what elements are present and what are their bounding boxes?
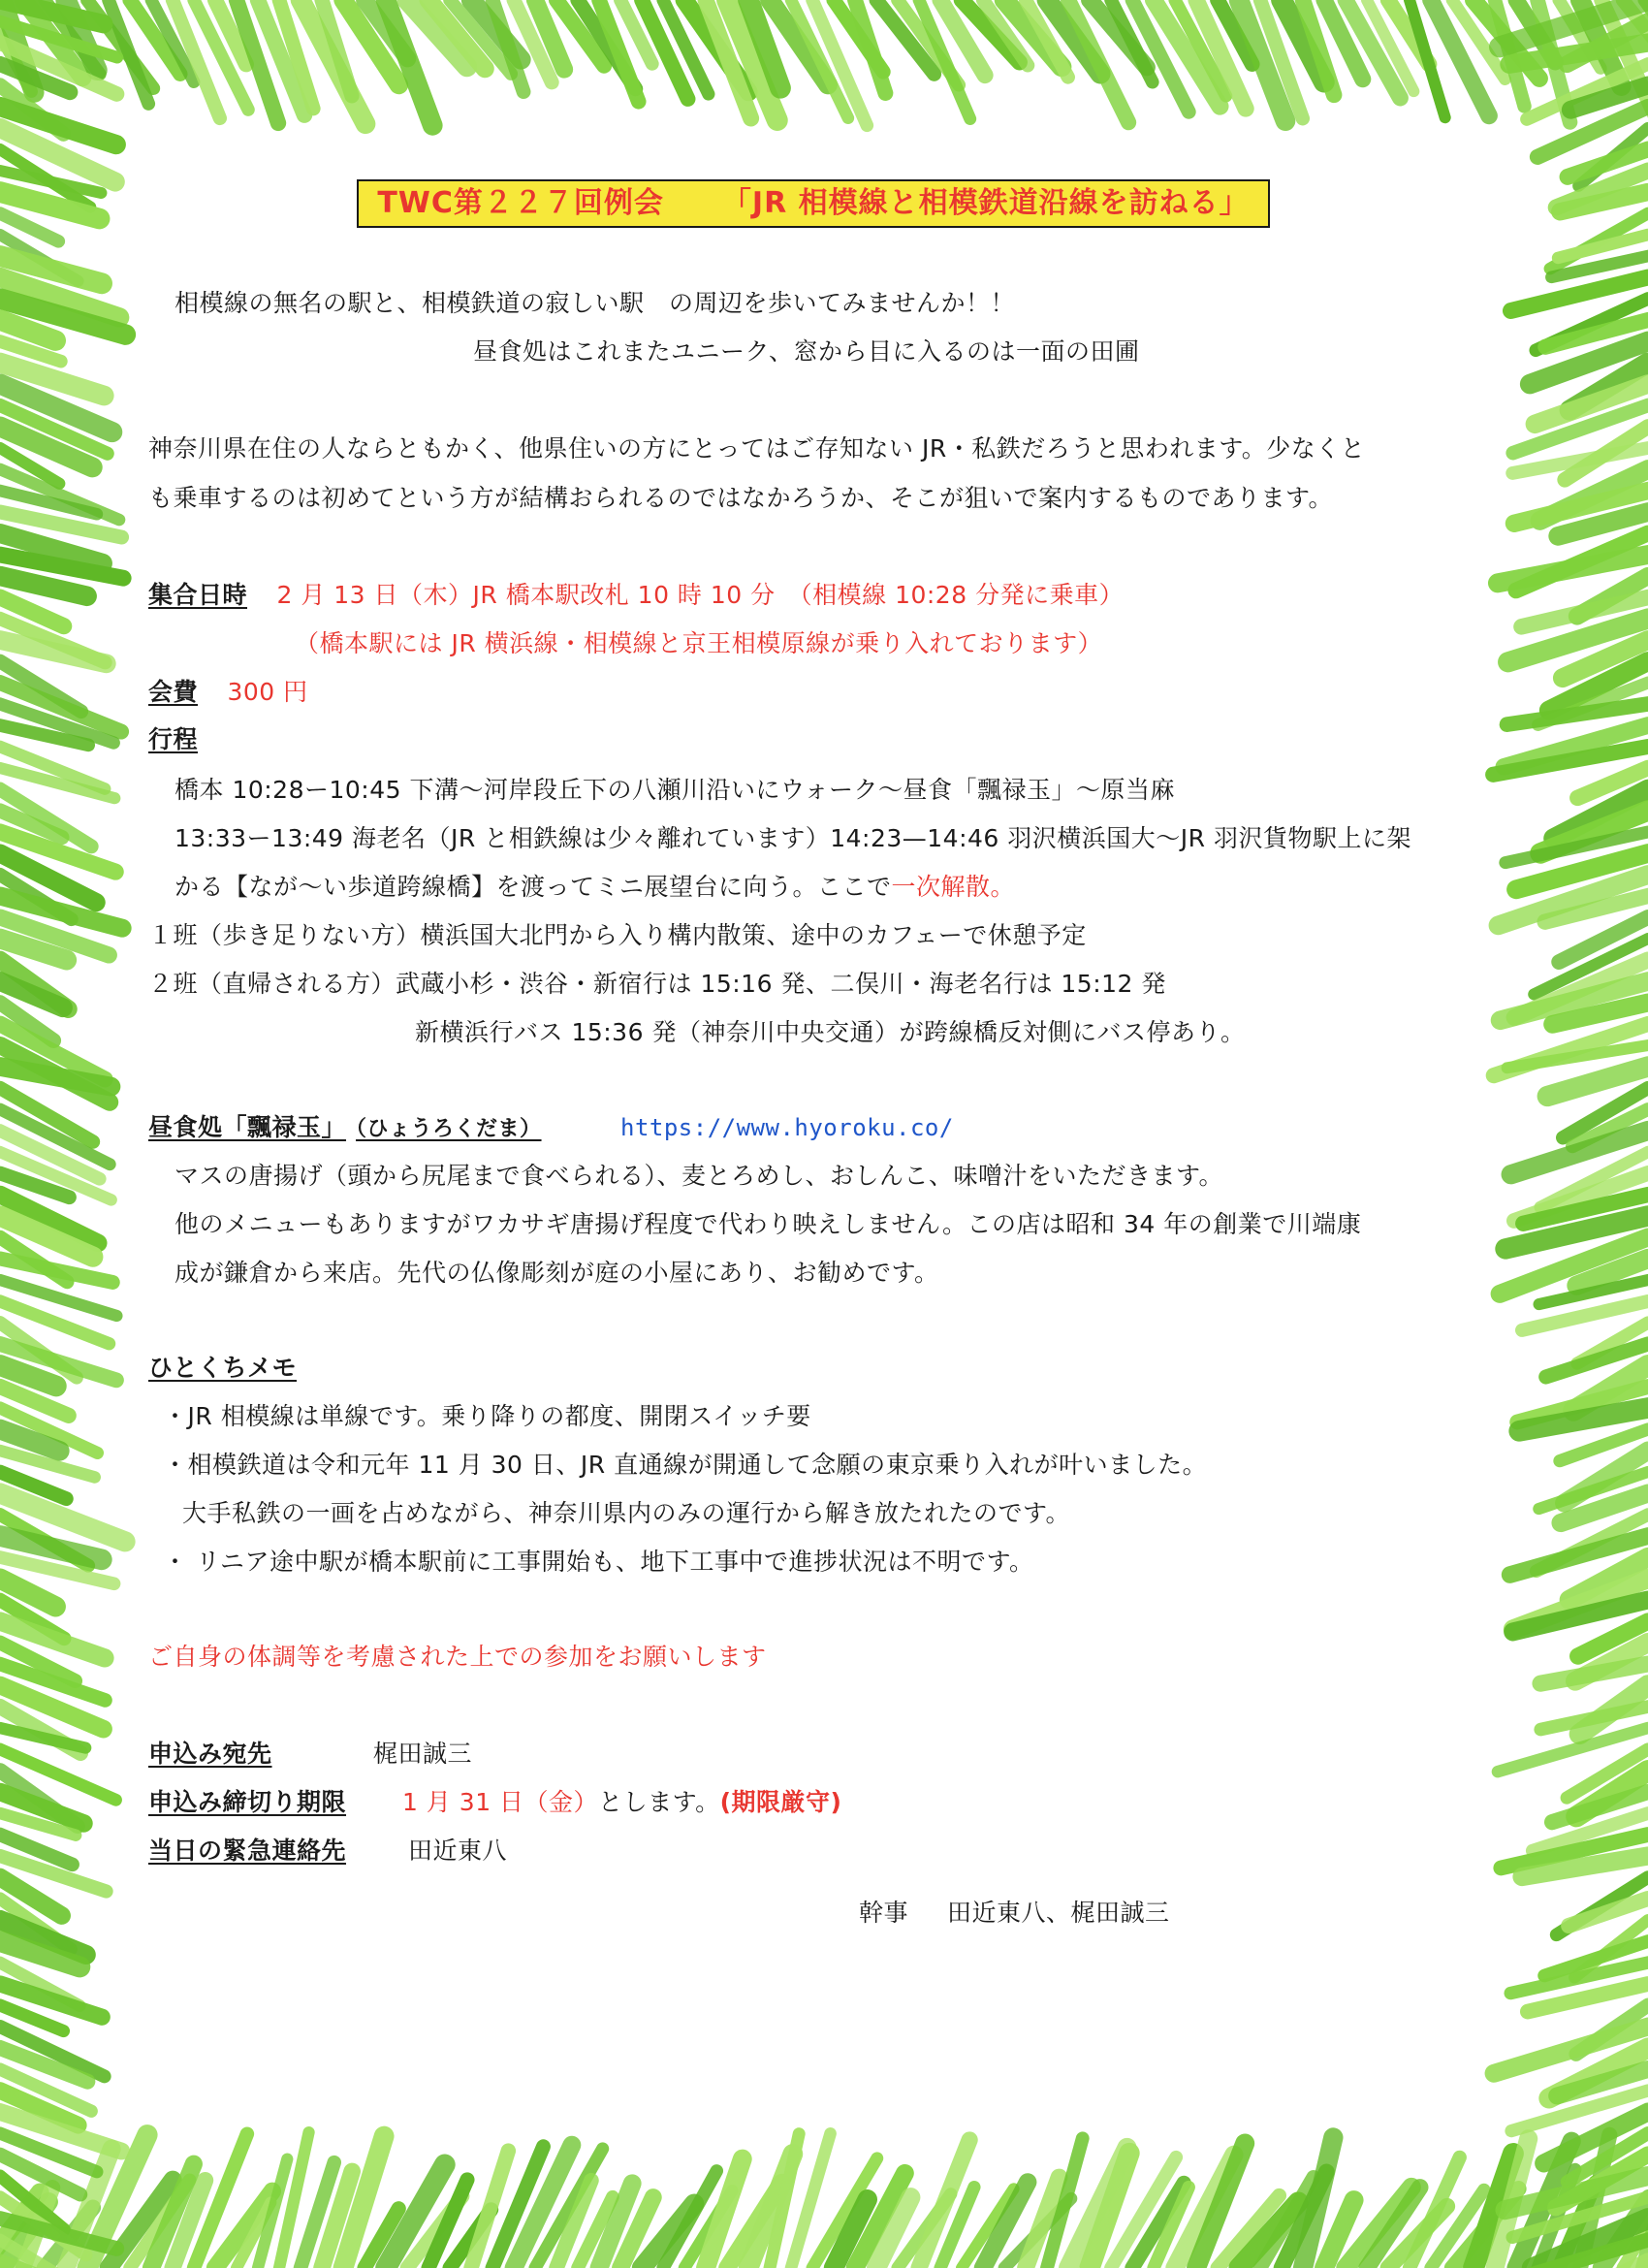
description-line-1: 神奈川県在住の人ならともかく、他県住いの方にとってはご存知ない JR・私鉄だろうと思われます。少なくと <box>148 434 1366 463</box>
emergency-contact-value: 田近東八 <box>408 1837 508 1865</box>
fee-label: 会費 <box>148 678 199 706</box>
deadline-suffix: とします。 <box>598 1788 720 1816</box>
deadline-strict: (期限厳守) <box>719 1788 842 1816</box>
intro-line-2: 昼食処はこれまたユニーク、窓から目に入るのは一面の田圃 <box>473 337 1140 366</box>
first-dismissal-text: 一次解散。 <box>891 873 1016 901</box>
description-line-2: も乗車するのは初めてという方が結構おられるのではなかろうか、そこが狙いで案内するものであります。 <box>148 484 1334 512</box>
emergency-contact-row <box>148 1835 507 1868</box>
lunch-line-2: 他のメニューもありますがワカサギ唐揚げ程度で代わり映えしません。この店は昭和 34 年の創業で川端康 <box>174 1210 1362 1238</box>
group-2-line: ２班（直帰される方）武蔵小杉・渋谷・新宿行は 15:16 発、二俣川・海老名行は 15:12 発 <box>148 970 1166 998</box>
lunch-url-link[interactable]: https://www.hyoroku.co/ <box>620 1114 954 1141</box>
deadline-label: 申込み締切り期限 <box>148 1788 347 1816</box>
itinerary-line-1: 橋本 10:28ー10:45 下溝～河岸段丘下の八瀬川沿いにウォーク～昼食「飄禄玉」～原当麻 <box>174 776 1175 804</box>
memo-heading <box>148 1352 297 1385</box>
memo-item: ・ リニア途中駅が橋本駅前に工事開始も、地下工事中で進捗状況は不明です。 <box>163 1548 1034 1576</box>
itinerary-label: 行程 <box>148 725 199 753</box>
emergency-contact-label: 当日の緊急連絡先 <box>148 1837 347 1865</box>
memo-label: ひとくちメモ <box>148 1354 298 1382</box>
memo-item: ・相模鉄道は令和元年 11 月 30 日、JR 直通線が開通して念願の東京乗り入れが叶いました。 <box>163 1451 1208 1479</box>
group-2-bus-line: 新横浜行バス 15:36 発（神奈川中央交通）が跨線橋反対側にバス停あり。 <box>415 1018 1246 1046</box>
deadline-date: 1 月 31 日（金） <box>402 1788 599 1816</box>
meeting-note: （橋本駅には JR 横浜線・相模線と京王相模原線が乗り入れております） <box>295 629 1103 657</box>
itinerary-heading <box>148 723 198 756</box>
lunch-reading: （ひょうろくだま） <box>356 1117 542 1141</box>
health-note: ご自身の体調等を考慮された上での参加をお願いします <box>148 1643 767 1671</box>
fee-row <box>148 676 308 709</box>
fee-value: 300 円 <box>227 678 308 706</box>
page-title <box>357 179 1270 228</box>
lunch-heading <box>148 1111 542 1146</box>
lunch-line-1: マスの唐揚げ（頭から尻尾まで食べられる）、麦とろめし、おしんこ、味噌汁をいただきます。 <box>174 1162 1224 1190</box>
application-to-label: 申込み宛先 <box>148 1740 272 1768</box>
organizers-row <box>859 1897 1170 1930</box>
organizers-value: 田近東八、梶田誠三 <box>947 1899 1170 1927</box>
lunch-name: 昼食処「飄禄玉」 <box>148 1113 347 1141</box>
memo-item: 大手私鉄の一画を占めながら、神奈川県内のみの運行から解き放たれたのです。 <box>182 1499 1071 1527</box>
title-theme: 「JR 相模線と相模鉄道沿線を訪ねる」 <box>721 186 1250 220</box>
meeting-row <box>148 579 1124 612</box>
organizers-label: 幹事 <box>859 1899 909 1927</box>
itinerary-line-3 <box>174 871 1015 904</box>
itinerary-line-2: 13:33ー13:49 海老名（JR と相鉄線は少々離れています）14:23—14:46 羽沢横浜国大～JR 羽沢貨物駅上に架 <box>174 824 1411 852</box>
itinerary-line-3-text: かる【なが～い歩道跨線橋】を渡ってミニ展望台に向う。ここで <box>174 873 892 901</box>
title-event-number: TWC第２２７回例会 <box>377 186 664 220</box>
lunch-line-3: 成が鎌倉から来店。先代の仏像彫刻が庭の小屋にあり、お勧めです。 <box>174 1259 939 1287</box>
intro-line-1: 相模線の無名の駅と、相模鉄道の寂しい駅 の周辺を歩いてみませんか！！ <box>174 289 1016 317</box>
lunch-label <box>148 1113 542 1141</box>
meeting-label: 集合日時 <box>148 581 248 609</box>
memo-item: ・JR 相模線は単線です。乗り降りの都度、開閉スイッチ要 <box>163 1402 811 1430</box>
meeting-value: 2 月 13 日（木）JR 橋本駅改札 10 時 10 分 （相模線 10:28 分発に乗車） <box>276 581 1125 609</box>
application-to-row <box>148 1738 472 1771</box>
application-to-value: 梶田誠三 <box>373 1740 473 1768</box>
group-1-line: １班（歩き足りない方）横浜国大北門から入り構内散策、途中のカフェーで休憩予定 <box>148 921 1087 949</box>
application-deadline-row <box>148 1786 841 1819</box>
